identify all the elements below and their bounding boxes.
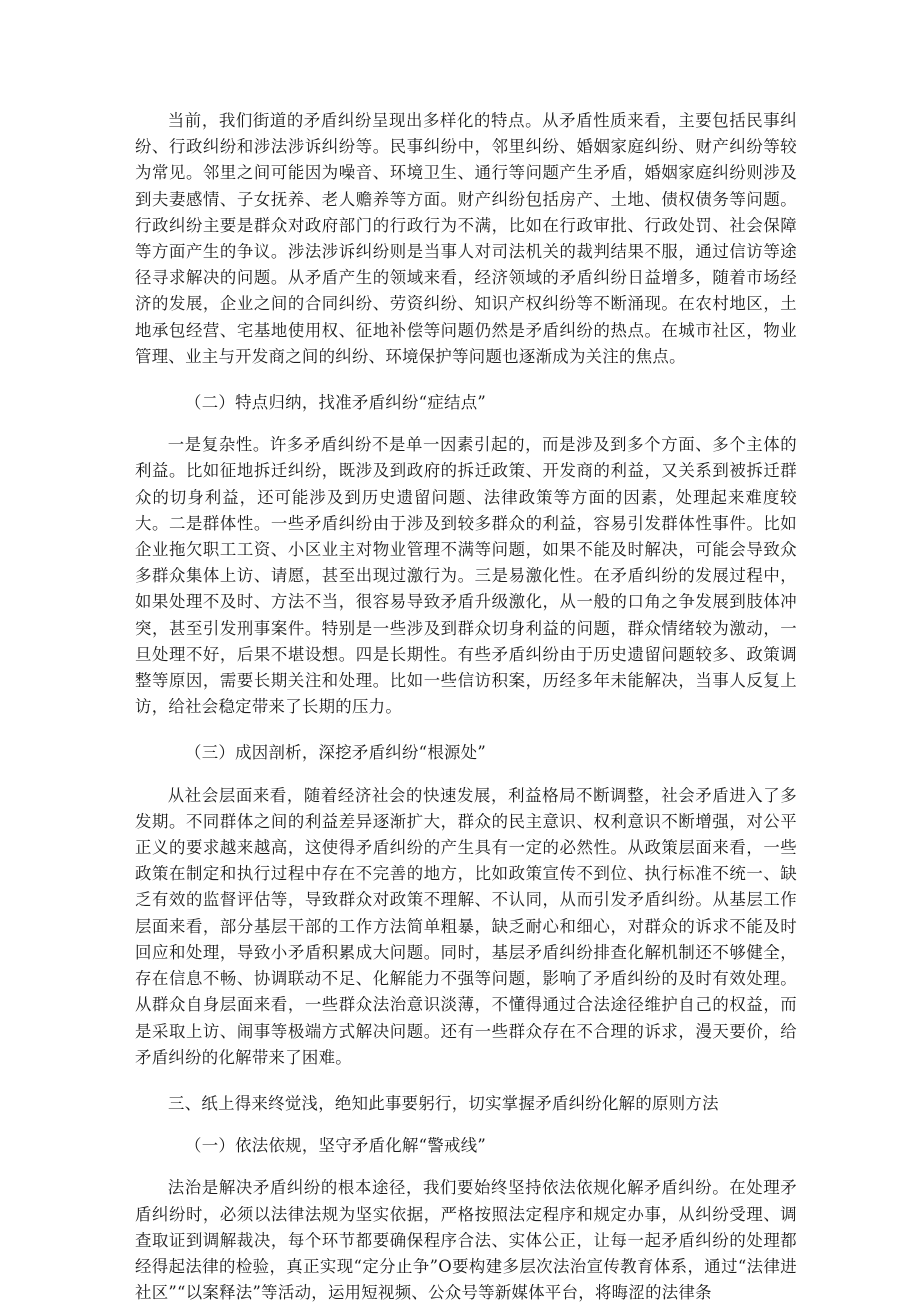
heading-rule-of-law: （一）依法依规，坚守矛盾化解“警戒线” bbox=[185, 1136, 487, 1156]
paragraph-causes: 从社会层面来看，随着经济社会的快速发展，利益格局不断调整，社会矛盾进入了多发期。不同群体之间的利益差异逐渐扩大，群众的民主意识、权利意识不断增强，对公平正义的要求越来越高，这使得矛盾纠纷的产生具有一定的必然性。从政策层面来看，一些政策在制定和执行过程中存在不完善的地方，比如政策宣传不到位、执行标准不统一、缺乏有效的监督评估等，导致群众对政策不理解、不认同，从而引发矛盾纠纷。从基层工作层面来看，部分基层干部的工作方法简单粗暴，缺乏耐心和细心，对群众的诉求不能及时回应和处理，导致小矛盾积累成大问题。同时，基层矛盾纠纷排查化解机制还不够健全，存在信息不畅、协调联动不足、化解能力不强等问题，影响了矛盾纠纷的及时有效处理。从群众自身层面来看，一些群众法治意识淡薄，不懂得通过合法途径维护自己的权益，而是采取上访、闹事等极端方式解决问题。还有一些群众存在不合理的诉求，漫天要价，给矛盾纠纷的化解带来了困难。 bbox=[135, 785, 797, 1067]
heading-causes: （三）成因剖析，深挖矛盾纠纷“根源处” bbox=[185, 743, 487, 763]
document-page bbox=[135, 108, 797, 1306]
paragraph-dispute-types: 当前，我们街道的矛盾纠纷呈现出多样化的特点。从矛盾性质来看，主要包括民事纠纷、行政纠纷和涉法涉诉纠纷等。民事纠纷中，邻里纠纷、婚姻家庭纠纷、财产纠纷等较为常见。邻里之间可能因为噪音、环境卫生、通行等问题产生矛盾，婚姻家庭纠纷则涉及到夫妻感情、子女抚养、老人赡养等方面。财产纠纷包括房产、土地、债权债务等问题。行政纠纷主要是群众对政府部门的行政行为不满，比如在行政审批、行政处罚、社会保障等方面产生的争议。涉法涉诉纠纷则是当事人对司法机关的裁判结果不服，通过信访等途径寻求解决的问题。从矛盾产生的领域来看，经济领域的矛盾纠纷日益增多，随着市场经济的发展，企业之间的合同纠纷、劳资纠纷、知识产权纠纷等不断涌现。在农村地区，土地承包经营、宅基地使用权、征地补偿等问题仍然是矛盾纠纷的热点。在城市社区，物业管理、业主与开发商之间的纠纷、环境保护等问题也逐渐成为关注的焦点。 bbox=[135, 111, 797, 366]
heading-section-three: 三、纸上得来终觉浅，绝知此事要躬行，切实掌握矛盾纠纷化解的原则方法 bbox=[168, 1093, 719, 1113]
heading-characteristics: （二）特点归纳，找准矛盾纠纷“症结点” bbox=[185, 393, 487, 413]
paragraph-rule-of-law: 法治是解决矛盾纠纷的根本途径，我们要始终坚持依法依规化解矛盾纠纷。在处理矛盾纠纷时，必须以法律法规为坚实依据，严格按照法定程序和规定办事，从纠纷受理、调查取证到调解裁决，每个环节都要确保程序合法、实体公正，让每一起矛盾纠纷的处理都经得起法律的检验，真正实现“定分止争”O要构建多层次法治宣传教育体系，通过“法律进社区”“以案释法”等活动，运用短视频、公众号等新媒体平台，将晦涩的法律条 bbox=[135, 1178, 797, 1303]
paragraph-characteristics: 一是复杂性。许多矛盾纠纷不是单一因素引起的，而是涉及到多个方面、多个主体的利益。比如征地拆迁纠纷，既涉及到政府的拆迁政策、开发商的利益，又关系到被拆迁群众的切身利益，还可能涉及到历史遗留问题、法律政策等方面的因素，处理起来难度较大。二是群体性。一些矛盾纠纷由于涉及到较多群众的利益，容易引发群体性事件。比如企业拖欠职工工资、小区业主对物业管理不满等问题，如果不能及时解决，可能会导致众多群众集体上访、请愿，甚至出现过激行为。三是易激化性。在矛盾纠纷的发展过程中，如果处理不及时、方法不当，很容易导致矛盾升级激化，从一般的口角之争发展到肢体冲突，甚至引发刑事案件。特别是一些涉及到群众切身利益的问题，群众情绪较为激动，一旦处理不好，后果不堪设想。四是长期性。有些矛盾纠纷由于历史遗留问题较多、政策调整等原因，需要长期关注和处理。比如一些信访积案，历经多年未能解决，当事人反复上访，给社会稳定带来了长期的压力。 bbox=[135, 435, 797, 717]
